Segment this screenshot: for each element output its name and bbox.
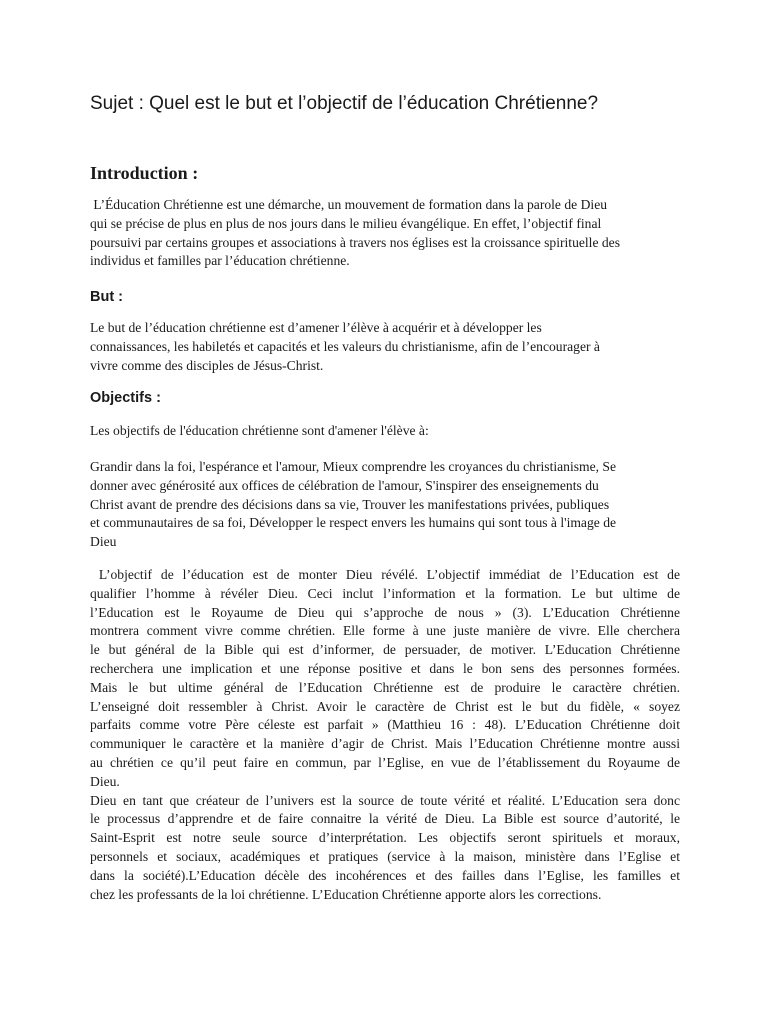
objectifs-heading: Objectifs : <box>90 390 161 406</box>
objectifs-body-line: montrera comment vivre comme chrétien. Elle forme à une juste manière de vivre. Elle cherchera <box>90 623 680 639</box>
objectifs-body-line: dans la société).L’Education décèle des incohérences et des failles dans l’Eglise, les familles et <box>90 867 680 883</box>
objectifs-intro-line: Les objectifs de l'éducation chrétienne sont d'amener l'élève à: <box>90 423 429 438</box>
objectifs-body-line: L’enseigné doit ressembler à Christ. Avoir le caractère de Christ est le but du fidèle, « soyez <box>90 698 680 714</box>
introduction-line: qui se précise de plus en plus de nos jours dans le milieu évangélique. En effet, l’objectif final <box>90 215 602 231</box>
objectifs-body-line: communiquer le caractère et la manière d’agir de Christ. Mais l’Education Chrétienne montre aussi <box>90 736 680 752</box>
introduction-heading: Introduction : <box>90 163 199 183</box>
objectifs-body-line: au chrétien ce qu’il peut faire en commun, par l’Eglise, en vue de l’établissement du Royaume de <box>90 754 680 770</box>
introduction-line: poursuivi par certains groupes et associations à travers nos églises est la croissance spirituelle des <box>90 234 621 250</box>
objectifs-body-line: le processus d’apprendre et de faire connaitre la vérité de Dieu. La Bible est source d’autorité, le <box>90 811 680 827</box>
objectifs-body-paragraph <box>90 566 680 904</box>
but-heading: But : <box>90 289 124 305</box>
but-line: connaissances, les habiletés et capacités et les valeurs du christianisme, afin de l’encourager à <box>90 338 600 354</box>
objectifs-body-line: parfaits comme votre Père céleste est parfait » (Matthieu 16 : 48). L’Education Chrétienne doit <box>90 717 680 733</box>
objectifs-list-line: et communautaires de sa foi, Développer le respect envers les humains qui sont tous à l'image de <box>90 515 617 531</box>
but-paragraph <box>90 319 680 375</box>
objectifs-body-line: Dieu en tant que créateur de l’univers est la source de toute vérité et réalité. L’Education sera donc <box>90 792 680 808</box>
introduction-paragraph <box>90 196 680 271</box>
objectifs-body-line: l’Education est le Royaume de Dieu qui s’approche de nous » (3). L’Education Chrétienne <box>90 604 680 620</box>
objectifs-body-line: qualifier l’homme à révéler Dieu. Ceci inclut l’information et la formation. Le but ultime de <box>90 585 680 601</box>
objectifs-body-line: Mais le but ultime général de l’Education Chrétienne est de produire le caractère chrétien. <box>90 679 680 695</box>
objectifs-list-line: Christ avant de prendre des décisions dans sa vie, Trouver les manifestations privées, publiques <box>90 496 610 512</box>
objectifs-body-line: recherchera une implication et une réponse positive et dans le bon sens des personnes formées. <box>90 660 680 676</box>
introduction-line: individus et familles par l’éducation chrétienne. <box>90 253 350 269</box>
but-line: Le but de l’éducation chrétienne est d’amener l’élève à acquérir et à développer les <box>90 320 542 335</box>
document-page <box>90 0 680 1024</box>
objectifs-body-line: L’objectif de l’éducation est de monter Dieu révélé. L’objectif immédiat de l’Education est de <box>90 567 680 582</box>
objectifs-body-line: chez les professants de la loi chrétienne. L’Education Chrétienne apporte alors les corrections. <box>90 886 602 902</box>
introduction-line: L’Éducation Chrétienne est une démarche, un mouvement de formation dans la parole de Dieu <box>90 197 608 212</box>
objectifs-list-line: Grandir dans la foi, l'espérance et l'amour, Mieux comprendre les croyances du christianisme, Se <box>90 459 617 474</box>
objectifs-body-line: Dieu. <box>90 773 120 789</box>
objectifs-body-line: Saint-Esprit est notre seule source d’interprétation. Les objectifs seront spirituels et moraux, <box>90 830 680 846</box>
objectifs-intro <box>90 422 680 441</box>
objectifs-body-line: le but général de la Bible qui est d’informer, de persuader, de motiver. L’Education Chrétienne <box>90 642 680 658</box>
objectifs-list-line: Dieu <box>90 534 117 550</box>
objectifs-body-line: personnels et sociaux, académiques et pratiques (service à la maison, ministère dans l’Eglise et <box>90 848 680 864</box>
objectifs-list-line: donner avec générosité aux offices de célébration de l'amour, S'inspirer des enseignements du <box>90 477 599 493</box>
document-subject: Sujet : Quel est le but et l’objectif de l’éducation Chrétienne? <box>90 93 599 114</box>
but-line: vivre comme des disciples de Jésus-Christ. <box>90 357 324 373</box>
objectifs-list-paragraph <box>90 458 680 552</box>
